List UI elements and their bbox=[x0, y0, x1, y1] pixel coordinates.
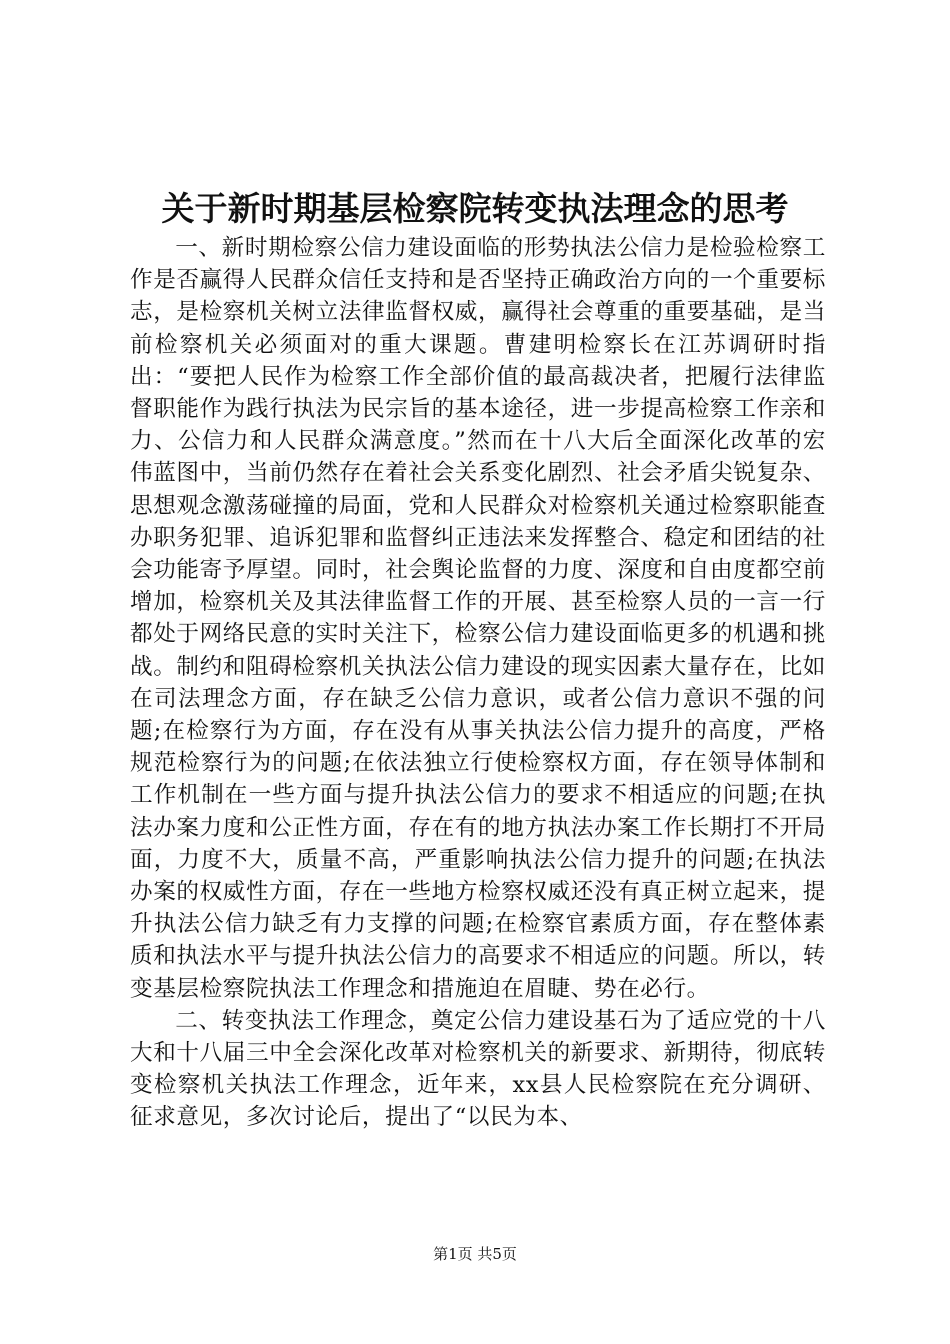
document-body bbox=[130, 232, 826, 1134]
page-footer: 第1页 共5页 bbox=[433, 1245, 517, 1263]
paragraph-2: 二、转变执法工作理念，奠定公信力建设基石为了适应党的十八大和十八届三中全会深化改革对检察机关的新要求、新期待，彻底转变检察机关执法工作理念，近年来，xx县人民检察院在充分调研、征求意见，多次讨论后，提出了“以民为本、 bbox=[130, 1007, 826, 1131]
document-title: 关于新时期基层检察院转变执法理念的思考 bbox=[161, 189, 789, 228]
paragraph-1: 一、新时期检察公信力建设面临的形势执法公信力是检验检察工作是否赢得人民群众信任支持和是否坚持正确政治方向的一个重要标志，是检察机关树立法律监督权威，赢得社会尊重的重要基础，是当前检察机关必须面对的重大课题。曹建明检察长在江苏调研时指出：“要把人民作为检察工作全部价值的最高裁决者，把履行法律监督职能作为践行执法为民宗旨的基本途径，进一步提高检察工作亲和力、公信力和人民群众满意度。”然而在十八大后全面深化改革的宏伟蓝图中，当前仍然存在着社会关系变化剧烈、社会矛盾尖锐复杂、思想观念激荡碰撞的局面，党和人民群众对检察机关通过检察职能查办职务犯罪、追诉犯罪和监督纠正违法来发挥整合、稳定和团结的社会功能寄予厚望。同时，社会舆论监督的力度、深度和自由度都空前增加，检察机关及其法律监督工作的开展、甚至检察人员的一言一行都处于网络民意的实时关注下，检察公信力建设面临更多的机遇和挑战。制约和阻碍检察机关执法公信力建设的现实因素大量存在，比如在司法理念方面，存在缺乏公信力意识，或者公信力意识不强的问题;在检察行为方面，存在没有从事关执法公信力提升的高度，严格规范检察行为的问题;在依法独立行使检察权方面，存在领导体制和工作机制在一些方面与提升执法公信力的要求不相适应的问题;在执法办案力度和公正性方面，存在有的地方执法办案工作长期打不开局面，力度不大，质量不高，严重影响执法公信力提升的问题;在执法办案的权威性方面，存在一些地方检察权威还没有真正树立起来，提升执法公信力缺乏有力支撑的问题;在检察官素质方面，存在整体素质和执法水平与提升执法公信力的高要求不相适应的问题。所以，转变基层检察院执法工作理念和措施迫在眉睫、势在必行。 bbox=[130, 235, 826, 1002]
